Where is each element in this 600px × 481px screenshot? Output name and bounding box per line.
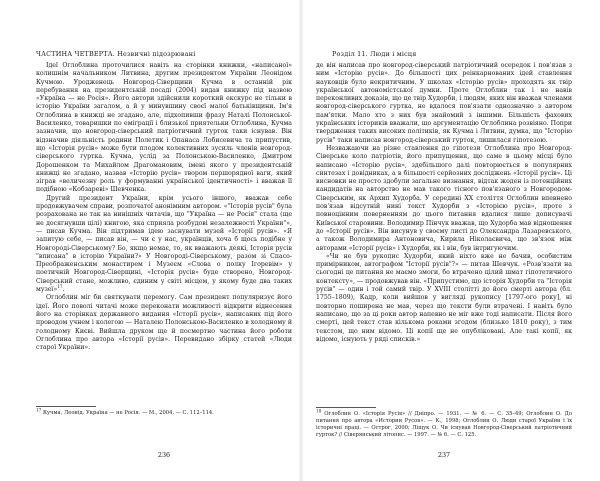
page-number-right: 237 [437, 451, 451, 459]
paragraph: де він написав про новгород-сіверський патріотичний осередок і пов'язав з ним «Історію русів». До більшості цих реінкарнованих ідей ставлення науковців було некритичним. У школах «Історію русів» проходять як твір української автономістської думки. Проте Оглоблин так і не навів переконливих доказів, що це твір Худорби, і людям, яких він вважав членами новгород-сіверського гуртка, не вдалося пов'язати однозначно з автором пам'ятки. Мало хто з них був знайомий з іншими. Більшість фахових українських істориків вважали, що аргументацію Оглоблина розвіяно. Попри твердження таких високих політиків, як Кучма і Литвин, думка, що "Історію русів" таки написав новгород-сіверський гурток, лишилася гіпотезою. [316, 62, 572, 144]
body-text-left [36, 62, 292, 352]
footnote-rule [316, 407, 376, 408]
paragraph: Ідеї Оглоблина проточилися навіть на сторінки книжки, «написаної» колишнім начальником Литвина, другим президентом України Леонідом Кучмою. Уродженець Новгород-Сіверщини Кучма в останній рік перебування на президентській посаді (2004) видав книжку під назвою «Україна — не Росія». Його автори здійснили короткий екскурс не тільки в історію України загалом, а й у минувшину своєї малої батьківщини. Ім'я Оглоблина в книжці не згадано, але, підхопивши фразу Наталі Полонської-Василенко, товаришки по еміграції і близької приятельки Оглоблина, Кучма зазначив, що новгород-сіверський патріотичний гурток таки існував. Він відзначив діяльність родини Полетик і Опанаса Лобисевича та припустив, що «Історія русів» може бути плодом колективних зусиль членів новгород-сіверського гуртка. Кучма, услід за Полонською-Василенко, Дмитром Дорошенком та Михайлом Драгомановим, імені якого у президентській книжці не згадано, назвав «Історію русів» твором першорядної ваги, який зіграв «величезну роль у формуванні української ідентичності» і вважав її подібною «Кобзареві» Шевченка. [36, 62, 292, 194]
right-page [316, 0, 572, 481]
running-head-right: Розділ 11. Люди і місця [332, 50, 417, 58]
paragraph: «Чи не був рукопис Худорби, який ніхто вже не бачив, особистим примірником, автографом "Історії русів"?» — питав Шевчук. «Розв'язати на сьогодні це питання не маємо змоги, бо втрачено цілий шмат гіпотетичного контексту», — продовжував він. «Припустимо, що історія Худорби та "Історія русів" — один і той самий твір. У XVIII столітті до його смерті автора (бл. 1755–1809), Кадр, коли вийшов у вигляді рукопису [1797-ого року], ні повторно поширена не мав, через що тексти були втрачені. І навіть було написано, що за ці роки автор напевно не міг вже тоді написати. Після його смерті, цей текст став кількома роками згодом (близько 1810 року), з тим текстом, що ним відомо. Ці копії ще не опубліковані. Але такі копії, як відомо, існують у ряді списків.» [316, 252, 572, 343]
footnote-right: $^{18}$ Оглоблин О. «Історія Русів» // Дніпро. — 1931. — № 6. — С. 35–49; Оглоблин О. До питання про автора «Истории Русов». — К., 1998; Оглоблин О. Люди старої України і їх історичні праці. — Острог, 2000; Ліщук О. Чи існував Новгород-Сіверський патріотичний гурток? // Сіверянський літопис. — 1997. — № 6. — С. 125. [316, 408, 572, 438]
body-text-right [316, 62, 572, 344]
left-page [36, 0, 292, 481]
paragraph: Оглоблин міг би святкувати перемогу. Сам президент популяризує його ідеї. Його поволі читачі може переконати можливості відкрити віднесення його на сторінках державного видання «Історії русів», написаних під його проводом учнем і колегою — Наталею Полонською-Василенко в холодному й голодному Києві. Вийшла друком ще й посмертно частина його роботи Оглоблина про автора «Історії русів». Перевидано збірку статей «Люди старої України». [36, 294, 292, 352]
book-gutter [298, 0, 304, 481]
page-number-left: 236 [157, 451, 171, 459]
footnote-left: $^{17}$ Кучма, Леонід. Україна — не Росія. — М., 2004. — С. 112–114. [36, 407, 214, 416]
running-head-left: ЧАСТИНА ЧЕТВЕРТА. Незвичні підозрювані [36, 50, 196, 58]
paragraph: Незважаючи на різне ставлення до гіпотези Оглоблина про Новгород-Сіверське коло патріотів, його припущення, що саме в цьому місці було написано «Історію русів», здебільшого далі повторюється в популярних синтезах і довідниках, а в більшості серйозних досліджень «Історії русів». Ці висновки не просто здобули загальне визнання, відтак жоден із потенційних кандидатів на авторство не мав такого тісного пов'язаного з Новгородом-Сіверським, як Архип Худорба. У середині XX століття Оглоблин впевнено пов'язав відсутній нині текст Худорби з «Історією русів», проте з повноцінним поверненням до цього питання вдалися лише дописувачі Київської старовини. Володимир Пінчук вважав, що Худорба мав відношення до «Історії русів». Він висунув у своєму листі до Олександра Лазаревського, а також Володимира Антоновича, Кирила Ніколаєвича, що зв'язок між авторами «Історії русів» і Худорби, як і він, був інтригуючим. [316, 144, 572, 252]
paragraph: Другий президент України, крім усього іншого, вважав себе продовжувачем справи, розпочатої анонімним автором. «"Історія русів" була розрахована не так на нинішніх читачів, що "Україна — не Росія" стала (ще не досягнувши цілі) книгою, яка сприяла розбудові незалежності України"», — писав Кучма. Він підтримав ідею заснувати музей «Історії русів». «Я запитую себе, — писав він, — чи є у нас, українців, хоча б щось подібне у Новгороді-Сіверському? Бо, якщо немає, то, як вважають деякі, Історія русів "вписана" в історію України?» У Новгороді-Сіверському, разом зі Спасо-Преображенським монастирем і Музеєм «Слова о полку Ігоревім» у поетичній Новгород-Сіверщині, «Історія русів» буде створено, Новгород-Сіверський стане, можливо, єдиним у світі місцем, у якому буде два таких музеї»$^{17}$. [36, 194, 292, 294]
footnote-rule [36, 406, 96, 407]
